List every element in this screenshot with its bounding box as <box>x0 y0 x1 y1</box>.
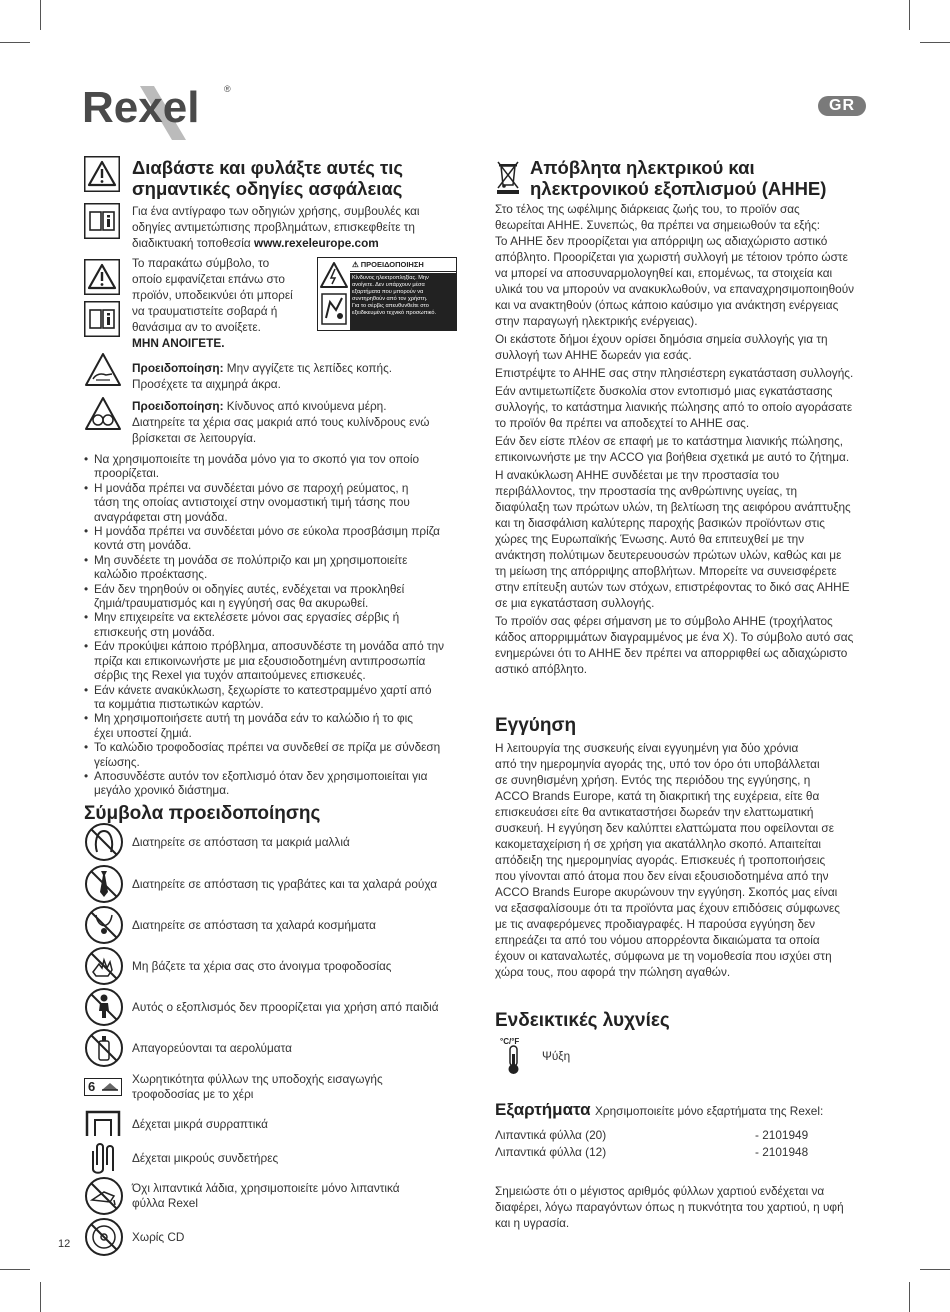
text-line: Για το σέρβις απευθυνθείτε στο <box>352 303 429 309</box>
text-line: απόδειξη της ημερομηνίας αγοράς. Επισκευές ή τροποποιήσεις <box>495 853 826 867</box>
text-line: από την ημερομηνία αγοράς της, υπό τον όρο ότι υποβάλλεται <box>495 757 820 771</box>
text-line: σέρβις της Rexel για τυχόν απαιτούμενες επισκευές. <box>94 668 366 683</box>
safety-bullet <box>84 452 464 481</box>
symbol-row <box>84 1217 464 1257</box>
rexel-logo <box>82 78 232 142</box>
text-line: υλικά του να μπορούν να ανακυκλωθούν, να επαναχρησιμοποιηθούν <box>495 282 855 296</box>
crop-mark <box>920 42 950 43</box>
text-line: • Εάν κάνετε ανακύκλωση, ξεχωρίστε το κατεστραμμένο χαρτί από <box>94 682 432 697</box>
symbol-description: Διατηρείτε σε απόσταση τα μακριά μαλλιά <box>132 834 350 849</box>
text-line: το προϊόν θα πρέπει να αποδεχτεί το ΑΗΗΕ σας. <box>495 416 750 430</box>
safety-title <box>132 157 403 199</box>
do-not-open-text: ΜΗΝ ΑΝΟΙΓΕΤΕ. <box>132 336 225 350</box>
text-line: επηρεάζει τα από του νόμου απορρέοντα δικαιώματα τα οποία <box>495 933 820 947</box>
crop-mark <box>0 1269 30 1270</box>
symbol-row <box>84 1176 464 1216</box>
text-line: ενημερώνει ότι το ΑΗΗΕ δεν πρέπει να απορριφθεί ως αδιαχώριστο <box>495 646 848 660</box>
text-line: χώρα τους, που αφορά την πώληση αγαθών. <box>495 965 731 979</box>
text-line: θεωρείται ΑΗΗΕ. Συνεπώς, θα πρέπει να σημειωθούν τα εξής: <box>495 218 821 232</box>
text-line: σε συνηθισμένη χρήση. Εντός της περιόδου της εγγύησης, η <box>495 773 811 787</box>
weee-title-line: Απόβλητα ηλεκτρικού και <box>530 157 755 178</box>
safety-bullet <box>84 610 464 639</box>
text-line: διαφύλαξη των πρώτων υλών, τη βελτίωση της αειφόρου ανάπτυξης <box>495 500 851 514</box>
text-line: έχουν οι καταναλωτές, σύμφωνα με τη νομοθεσία που ισχύει στη <box>495 949 832 963</box>
symbol-description: Μη βάζετε τα χέρια σας στο άνοιγμα τροφοδοσίας <box>132 958 392 973</box>
text-line: Κίνδυνος ηλεκτροπληξίας. Μην <box>352 275 429 281</box>
text-line: αστικό απόβλητο. <box>495 662 588 676</box>
read-manual-icon <box>84 301 120 342</box>
text-line: Μην αγγίζετε τις λεπίδες κοπής. <box>223 361 393 375</box>
no-hands-icon <box>84 946 124 986</box>
crop-mark <box>40 0 41 30</box>
weee-paragraph <box>495 613 875 677</box>
text-line: χώρες της Ευρωπαϊκής Ένωσης. Αυτό θα επιτευχθεί με την <box>495 532 805 546</box>
text-line: πρίζα και επικοινωνήστε με μια εξουσιοδοτημένη αντιπροσωπία <box>94 653 426 668</box>
text-line: ACCO Brands Europe, κατά τη διακριτική της ευχέρεια, είτε θα <box>495 789 820 803</box>
text-line: Εάν δεν είστε πλέον σε επαφή με το κατάστημα λιανικής πώλησης, <box>495 434 844 448</box>
warning-label-title: ΠΡΟΕΙΔΟΠΟΙΗΣΗ <box>360 260 424 269</box>
sheet-capacity-value: 6 <box>88 1079 96 1094</box>
logo-text: Rexel <box>82 83 200 132</box>
accessories-subtitle: Χρησιμοποιείτε μόνο εξαρτήματα της Rexel: <box>595 1104 824 1118</box>
text-line: Επιστρέψτε το ΑΗΗΕ σας στην πλησιέστερη εγκατάσταση συλλογής. <box>495 366 854 380</box>
warning-label: Προειδοποίηση: <box>132 361 224 375</box>
text-line: και η υγρασία. <box>495 1216 570 1230</box>
text-line: σε μια εγκατάσταση συλλογής. <box>495 596 655 610</box>
text-line: τάση της οποίας αντιστοιχεί στην ονομαστική τιμή τάσης που <box>94 495 410 510</box>
symbol-row <box>84 822 464 862</box>
website-link[interactable]: www.rexeleurope.com <box>254 236 379 250</box>
text-line: να εξασφαλίσουμε ότι τα προϊόντα μας έχουν επιδόσεις σύμφωνες <box>495 901 840 915</box>
text-line: τη μείωση της απόρριψης αποβλήτων. Μπορείτε να συνεισφέρετε <box>495 564 837 578</box>
thermometer-icon <box>500 1036 528 1081</box>
text-line: εξειδικευμένο τεχνικό προσωπικό. <box>352 310 437 316</box>
text-line: επικοινωνήστε με την ACCO για βοήθεια σχετικά με αυτό το ζήτημα. <box>495 450 850 464</box>
indicators-title: Ενδεικτικές λυχνίες <box>495 1010 670 1031</box>
warning-label-header: ⚠ ΠΡΟΕΙΔΟΠΟΙΗΣΗ <box>350 258 456 272</box>
text-line: Κίνδυνος από κινούμενα μέρη. <box>223 399 387 413</box>
language-badge: GR <box>818 96 866 116</box>
weee-paragraph <box>495 331 875 363</box>
text-line: επισκευής στη μονάδα. <box>94 624 215 639</box>
moving-parts-text <box>132 398 462 446</box>
text-line: Το παρακάτω σύμβολο, το <box>132 256 270 270</box>
registered-mark: ® <box>224 84 231 94</box>
text-line: • Εάν δεν τηρηθούν οι οδηγίες αυτές, ενδέχεται να προκληθεί <box>94 581 405 596</box>
text-line: • Μη συνδέετε τη μονάδα σε πολύπριζο και μη χρησιμοποιείτε <box>94 552 408 567</box>
no-aerosol-icon <box>84 1028 124 1068</box>
no-cd-icon <box>84 1217 124 1257</box>
text-line: με τις αναφερόμενες προδιαγραφές. Η παρούσα εγγύηση δεν <box>495 917 816 931</box>
no-jewellery-icon <box>84 905 124 945</box>
text-line: που γίνονται από άτομα που δεν είναι εξουσιοδοτημένα από την <box>495 869 829 883</box>
symbol-description: Διατηρείτε σε απόσταση τα χαλαρά κοσμήματα <box>132 917 376 932</box>
safety-bullet <box>84 481 464 524</box>
text-line: • Το καλώδιο τροφοδοσίας πρέπει να συνδεθεί σε πρίζα με σύνδεση <box>94 740 441 755</box>
page-number: 12 <box>58 1238 71 1250</box>
text-line: τα κομμάτια πιστωτικών καρτών. <box>94 696 264 711</box>
crop-mark <box>0 42 30 43</box>
safety-bullet-list <box>84 452 464 798</box>
text-line: θανάσιμα αν το ανοίξετε. <box>132 320 261 334</box>
accessory-name: Λιπαντικά φύλλα (20) <box>495 1128 607 1142</box>
safety-bullet <box>84 711 464 740</box>
paperclip-icon <box>88 1139 118 1177</box>
text-line: κοντά στη μονάδα. <box>94 538 192 553</box>
weee-paragraph <box>495 383 875 431</box>
safety-bullet <box>84 769 464 798</box>
weee-bin-icon <box>496 159 520 200</box>
read-manual-icon <box>84 203 120 244</box>
text-line: συλλογή των ΑΗΗΕ δωρεάν για εσάς. <box>495 348 692 362</box>
weee-paragraph <box>495 365 875 381</box>
text-line: • Μη χρησιμοποιήσετε αυτή τη μονάδα εάν το καλώδιο ή το φις <box>94 711 413 726</box>
text-line: διαφέρει, λόγω παραγόντων όπως η πυκνότητα του χαρτιού, η υφή <box>495 1200 844 1214</box>
text-line: έχει υποστεί ζημιά. <box>94 725 192 740</box>
do-not-open-info <box>132 255 312 351</box>
text-line: κακομεταχείριση ή σε χρήση για ακατάλληλο σκοπό. Απαιτείται <box>495 837 822 851</box>
no-long-hair-icon <box>84 822 124 862</box>
text-line: προορίζεται. <box>94 466 159 481</box>
crop-mark <box>40 1282 41 1312</box>
weee-title-line: ηλεκτρονικού εξοπλισμού (ΑΗΗΕ) <box>530 178 827 199</box>
text-line: • Η μονάδα πρέπει να συνδέεται μόνο σε εύκολα προσβάσιμη πρίζα <box>94 524 440 539</box>
text-line: Για ένα αντίγραφο των οδηγιών χρήσης, συμβουλές και <box>132 204 420 218</box>
shock-warning-label <box>317 257 457 331</box>
text-line: τροφοδοσίας με το χέρι <box>132 1087 254 1101</box>
temperature-unit-label: °C/°F <box>500 1037 520 1046</box>
warning-triangle-icon <box>84 156 120 197</box>
text-line: • Μην επιχειρείτε να εκτελέσετε μόνοι σας εργασίες σέρβις ή <box>94 610 400 625</box>
no-oil-icon <box>84 1176 124 1216</box>
text-line: προϊόν, υποδεικνύει ότι μπορεί <box>132 288 293 302</box>
text-line: Σημειώστε ότι ο μέγιστος αριθμός φύλλων χαρτιού ενδέχεται να <box>495 1184 825 1198</box>
text-line: αναγράφεται στη μονάδα. <box>94 509 228 524</box>
staple-icon <box>84 1106 124 1140</box>
cooling-label: Ψύξη <box>542 1049 571 1063</box>
symbol-description: Αυτός ο εξοπλισμός δεν προορίζεται για χρήση από παιδιά <box>132 999 439 1014</box>
text-line: • Αποσυνδέστε αυτόν τον εξοπλισμό όταν δεν χρησιμοποιείται για <box>94 768 428 783</box>
text-line: Εάν αντιμετωπίζετε δυσκολία στον εντοπισμό μιας εγκατάστασης <box>495 384 833 398</box>
text-line: Χωρητικότητα φύλλων της υποδοχής εισαγωγής <box>132 1072 383 1086</box>
text-line: στην παραγωγή ηλεκτρικής ενέργειας). <box>495 314 698 328</box>
moving-parts-icon <box>84 396 122 437</box>
symbol-description: Δέχεται μικρά συρραπτικά <box>132 1116 268 1131</box>
text-line: Στο τέλος της ωφέλιμης διάρκειας ζωής του, το προϊόν σας <box>495 202 800 216</box>
crop-mark <box>909 1282 910 1312</box>
weee-paragraph <box>495 201 875 329</box>
symbol-description: Δέχεται μικρούς συνδετήρες <box>132 1150 279 1165</box>
accessory-name: Λιπαντικά φύλλα (12) <box>495 1145 607 1159</box>
text-line: Όχι λιπαντικά λάδια, χρησιμοποιείτε μόνο λιπαντικά <box>132 1181 400 1195</box>
text-line: συσκευή. Η εγγύηση δεν καλύπτει ελαττώματα που οφείλονται σε <box>495 821 834 835</box>
symbol-description <box>132 1176 462 1216</box>
text-line: Οι εκάστοτε δήμοι έχουν ορίσει δημόσια σημεία συλλογής για τη <box>495 332 828 346</box>
warning-label: Προειδοποίηση: <box>132 399 224 413</box>
text-line: οδηγίες αντιμετώπισης προβλημάτων, επισκεφθείτε τη <box>132 220 415 234</box>
accessory-row <box>495 1145 875 1159</box>
text-line: φύλλα Rexel <box>132 1196 198 1210</box>
safety-bullet <box>84 639 464 682</box>
text-line: κάδος απορριμμάτων διαγραμμένος με ένα Χ). Το σύμβολο αυτό σας <box>495 630 854 644</box>
warning-triangle-icon <box>84 259 120 300</box>
text-line: ACCO Brands Europe ακυρώνουν την εγγύηση. Σκοπός μας είναι <box>495 885 838 899</box>
text-line: ανάκτηση πολύτιμων δευτερευουσών πρώτων υλών, καθώς και με <box>495 548 842 562</box>
weee-body <box>495 201 875 679</box>
warning-label-body <box>350 273 456 330</box>
text-line: συντηρηθούν από τον χρήστη. <box>352 296 428 302</box>
warranty-title: Εγγύηση <box>495 715 577 736</box>
symbol-description <box>132 1071 462 1103</box>
symbol-description: Απαγορεύονται τα αερολύματα <box>132 1040 292 1055</box>
accessory-row <box>495 1128 875 1142</box>
symbol-row <box>84 987 464 1027</box>
safety-bullet <box>84 740 464 769</box>
warning-symbols-title: Σύμβολα προειδοποίησης <box>84 803 321 824</box>
blade-warning-icon <box>84 352 122 393</box>
accessories-heading <box>495 1100 823 1120</box>
text-line: επισκευάσει είτε θα αντικαταστήσει δωρεάν την ελαττωματική <box>495 805 814 819</box>
text-line: εξαρτήματα που μπορούν να <box>352 289 424 295</box>
text-line: Το ΑΗΗΕ δεν προορίζεται για απόρριψη ως αδιαχώριστο αστικό <box>495 234 828 248</box>
symbol-row <box>84 864 464 904</box>
blade-warning-text <box>132 360 462 392</box>
symbol-description: Διατηρείτε σε απόσταση τις γραβάτες και τα χαλαρά ρούχα <box>132 876 438 891</box>
accessories-title: Εξαρτήματα <box>495 1100 591 1119</box>
symbol-row <box>84 905 464 945</box>
text-line: ανοίγετε. Δεν υπάρχουν μέσα <box>352 282 425 288</box>
text-line: Διατηρείτε τα χέρια σας μακριά από τους κυλίνδρους ενώ <box>132 415 430 429</box>
weee-title <box>530 157 826 199</box>
text-line: γείωσης. <box>94 754 140 769</box>
text-line: περιβάλλοντος, την προστασία της ανθρώπινης υγείας, τη <box>495 484 798 498</box>
text-line: • Η μονάδα πρέπει να συνδέεται μόνο σε παροχή ρεύματος, η <box>94 480 409 495</box>
safety-title-line: Διαβάστε και φυλάξτε αυτές τις <box>132 157 404 178</box>
accessory-code: - 2101949 <box>755 1128 809 1142</box>
sheet-capacity-icon <box>84 1078 122 1096</box>
text-line: οποίο εμφανίζεται επάνω στο <box>132 272 285 286</box>
crop-mark <box>920 1269 950 1270</box>
safety-bullet <box>84 683 464 712</box>
text-line: Η λειτουργία της συσκευής είναι εγγυημένη για δύο χρόνια <box>495 741 799 755</box>
text-line: διαδικτυακή τοποθεσία <box>132 236 255 250</box>
symbol-row <box>84 946 464 986</box>
text-line: μεγάλο χρονικό διάστημα. <box>94 783 230 798</box>
text-line: συλλογής, το κατάστημα λιανικής πώλησης από το οποίο αγοράσατε <box>495 400 853 414</box>
text-line: να μπορεί να αποσυναρμολογηθεί και, επομένως, τα στοιχεία και <box>495 266 833 280</box>
safety-bullet <box>84 524 464 553</box>
warranty-body <box>495 740 875 980</box>
no-children-icon <box>84 987 124 1027</box>
safety-title-line: σημαντικές οδηγίες ασφάλειας <box>132 178 403 199</box>
symbol-description: Χωρίς CD <box>132 1229 185 1244</box>
weee-paragraph <box>495 467 875 611</box>
symbol-row <box>84 1138 464 1178</box>
text-line: βρίσκεται σε λειτουργία. <box>132 431 257 445</box>
text-line: Η ανακύκλωση ΑΗΗΕ συνδέεται με την προστασία του <box>495 468 780 482</box>
symbol-row <box>84 1028 464 1068</box>
text-line: να τραυματιστείτε σοβαρά ή <box>132 304 278 318</box>
crop-mark <box>909 0 910 30</box>
accessories-note <box>495 1183 875 1231</box>
text-line: ζημιά/τραυματισμός και η εγγύησή σας θα ακυρωθεί. <box>94 596 369 611</box>
safety-bullet <box>84 553 464 582</box>
text-line: και να ανακτηθούν (όπως κάποιο καύσιμο για ανάκτηση ενέργειας <box>495 298 839 312</box>
text-line: • Εάν προκύψει κάποιο πρόβλημα, αποσυνδέστε τη μονάδα από την <box>94 639 445 654</box>
text-line: στην επίτευξη αυτών των στόχων, επιστρέφοντας το δικό σας ΑΗΗΕ <box>495 580 850 594</box>
text-line: καλώδιο προέκτασης. <box>94 567 208 582</box>
text-line: απόβλητο. Προορίζεται για χωριστή συλλογή με τέτοιον τρόπο ώστε <box>495 250 848 264</box>
weee-paragraph <box>495 433 875 465</box>
manual-info <box>132 203 462 251</box>
safety-bullet <box>84 582 464 611</box>
no-tie-icon <box>84 864 124 904</box>
text-line: Προσέχετε τα αιχμηρά άκρα. <box>132 377 281 391</box>
text-line: • Να χρησιμοποιείτε τη μονάδα μόνο για το σκοπό για τον οποίο <box>94 452 420 466</box>
text-line: και τη διασφάλιση καλύτερης παροχής βασικών προϊόντων στις <box>495 516 825 530</box>
text-line: Το προϊόν σας φέρει σήμανση με το σύμβολο ΑΗΗΕ (τροχήλατος <box>495 614 833 628</box>
accessory-code: - 2101948 <box>755 1145 809 1159</box>
electric-shock-icon <box>318 258 350 330</box>
